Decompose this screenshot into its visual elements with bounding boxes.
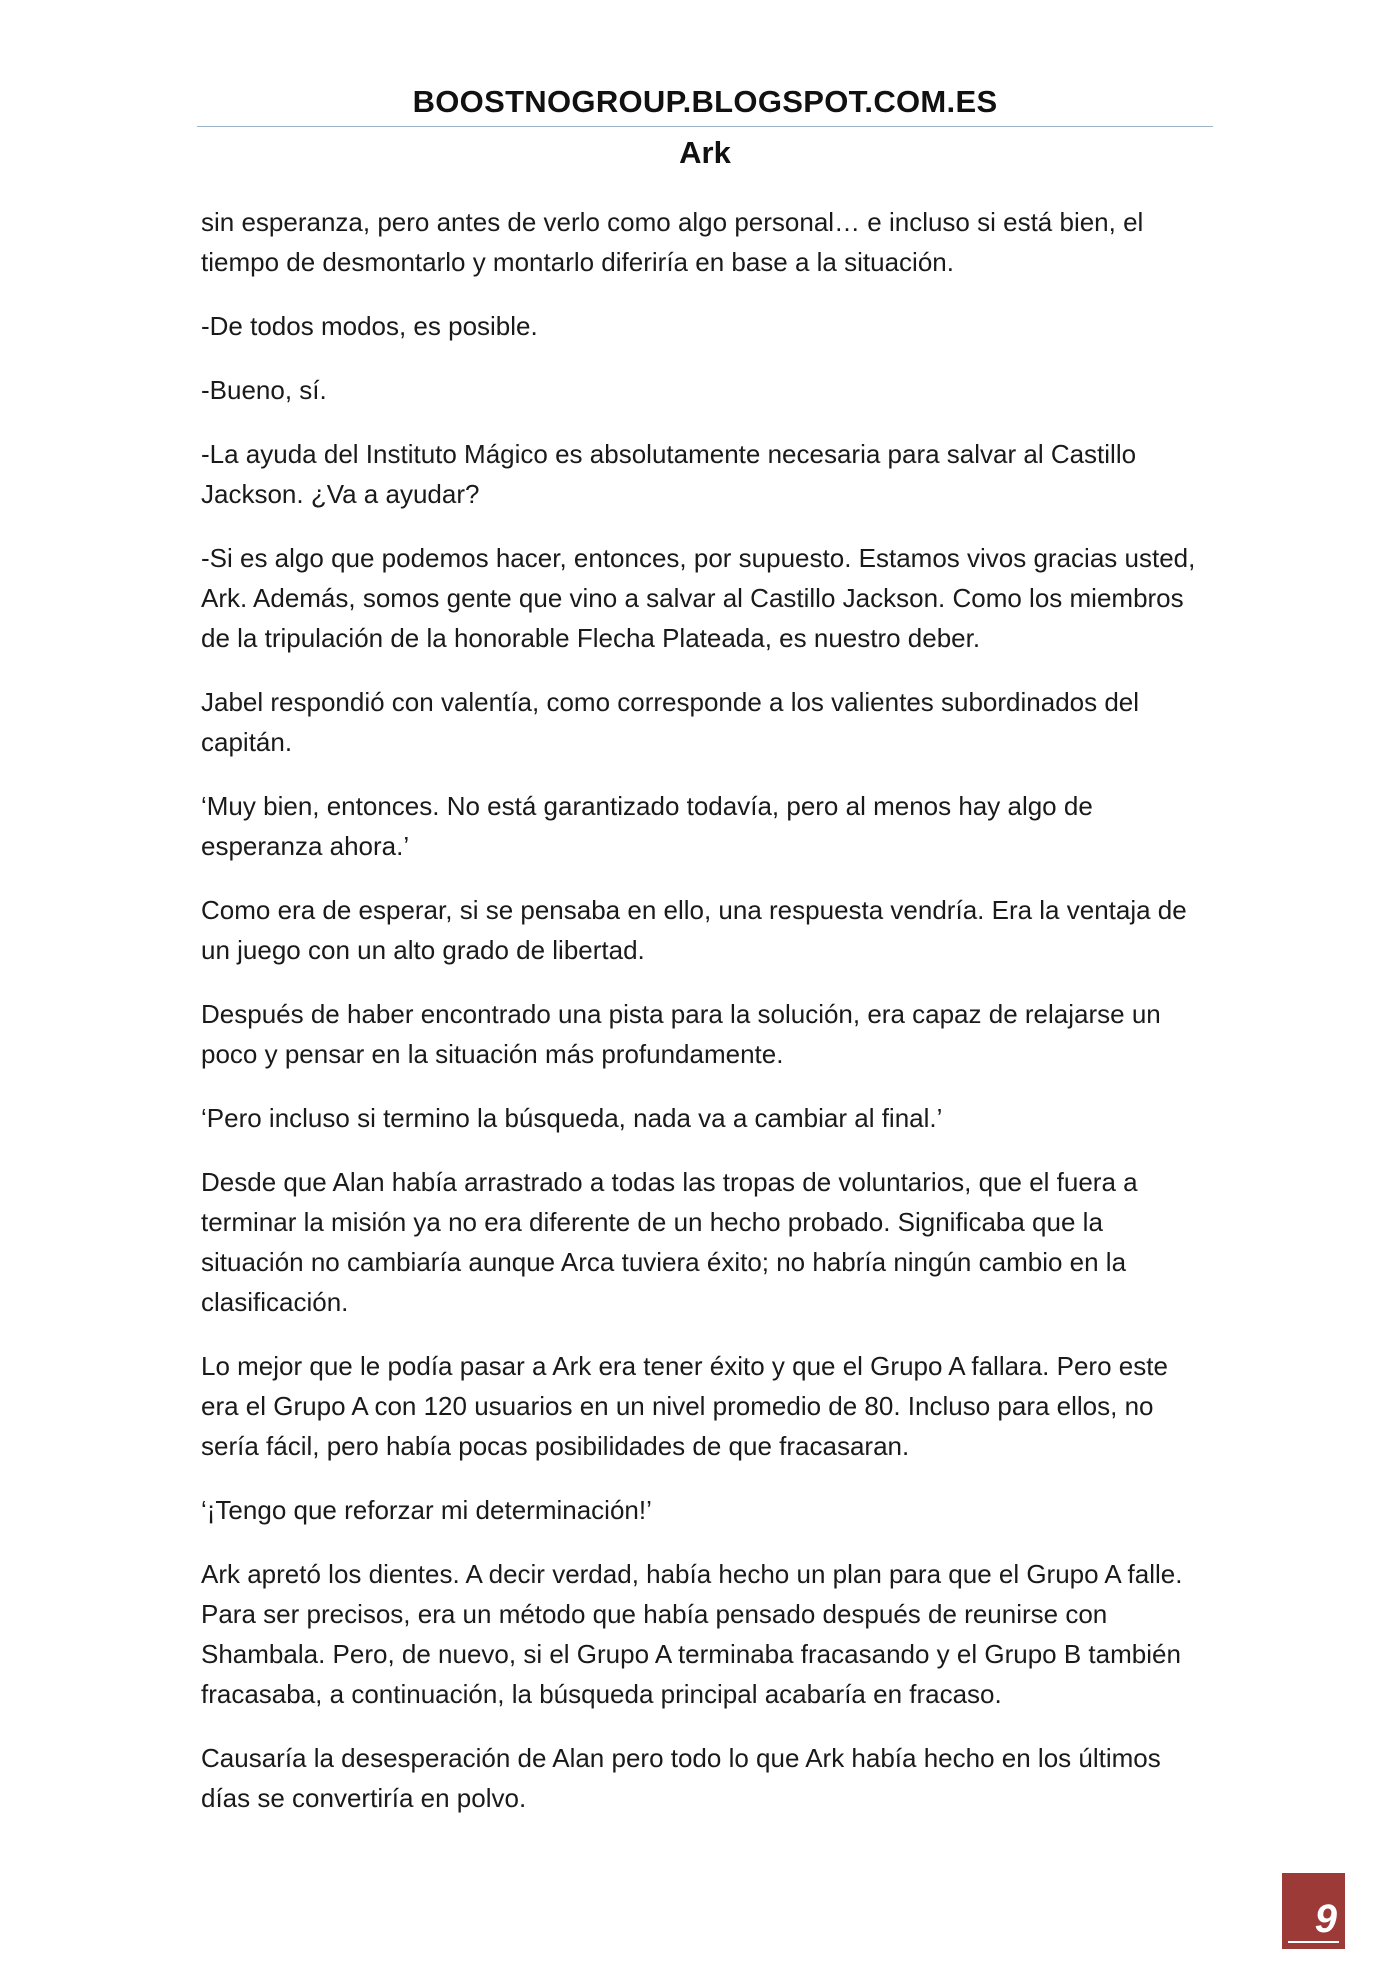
header-rule: [197, 126, 1213, 127]
paragraph: -La ayuda del Instituto Mágico es absolutamente necesaria para salvar al Castillo Jackson. ¿Va a ayudar?: [201, 439, 1137, 509]
paragraph: Lo mejor que le podía pasar a Ark era tener éxito y que el Grupo A fallara. Pero este era el Grupo A con 120 usuarios en un nivel promedio de 80. Incluso para ellos, no sería fácil, pero había pocas posibilidades de que fracasaran.: [201, 1351, 1168, 1461]
paragraph: -De todos modos, es posible.: [201, 311, 538, 341]
paragraph: Jabel respondió con valentía, como corresponde a los valientes subordinados del capitán.: [201, 687, 1140, 757]
paragraph: ‘Muy bien, entonces. No está garantizado todavía, pero al menos hay algo de esperanza ahora.’: [201, 791, 1093, 861]
paragraph: Desde que Alan había arrastrado a todas las tropas de voluntarios, que el fuera a terminar la misión ya no era diferente de un hecho probado. Significaba que la situación no cambiaría aunque Arca tuviera éxito; no habría ningún cambio en la clasificación.: [201, 1167, 1138, 1317]
paragraph: sin esperanza, pero antes de verlo como algo personal… e incluso si está bien, el tiempo de desmontarlo y montarlo diferiría en base a la situación.: [201, 207, 1144, 277]
page-number-badge: [1282, 1873, 1345, 1949]
book-title: Ark: [679, 135, 731, 170]
site-name: BOOSTNOGROUP.BLOGSPOT.COM.ES: [412, 84, 998, 119]
page-number: 9: [1314, 1897, 1337, 1941]
paragraph: -Bueno, sí.: [201, 375, 327, 405]
paragraph: Ark apretó los dientes. A decir verdad, había hecho un plan para que el Grupo A falle. Para ser precisos, era un método que había pensado después de reunirse con Shambala. Pero, de nuevo, si el Grupo A terminaba fracasando y el Grupo B también fracasaba, a continuación, la búsqueda principal acabaría en fracaso.: [201, 1559, 1183, 1709]
paragraph: Como era de esperar, si se pensaba en ello, una respuesta vendría. Era la ventaja de un juego con un alto grado de libertad.: [201, 895, 1187, 965]
page-header: [197, 82, 1213, 173]
body-text: [201, 202, 1211, 1842]
paragraph: Causaría la desesperación de Alan pero todo lo que Ark había hecho en los últimos días se convertiría en polvo.: [201, 1743, 1161, 1813]
paragraph: -Si es algo que podemos hacer, entonces, por supuesto. Estamos vivos gracias usted, Ark. Además, somos gente que vino a salvar al Castillo Jackson. Como los miembros de la tripulación de la honorable Flecha Plateada, es nuestro deber.: [201, 543, 1196, 653]
page-number-underline: [1288, 1941, 1339, 1943]
paragraph: ‘Pero incluso si termino la búsqueda, nada va a cambiar al final.’: [201, 1103, 943, 1133]
paragraph: Después de haber encontrado una pista para la solución, era capaz de relajarse un poco y pensar en la situación más profundamente.: [201, 999, 1161, 1069]
paragraph: ‘¡Tengo que reforzar mi determinación!’: [201, 1495, 652, 1525]
